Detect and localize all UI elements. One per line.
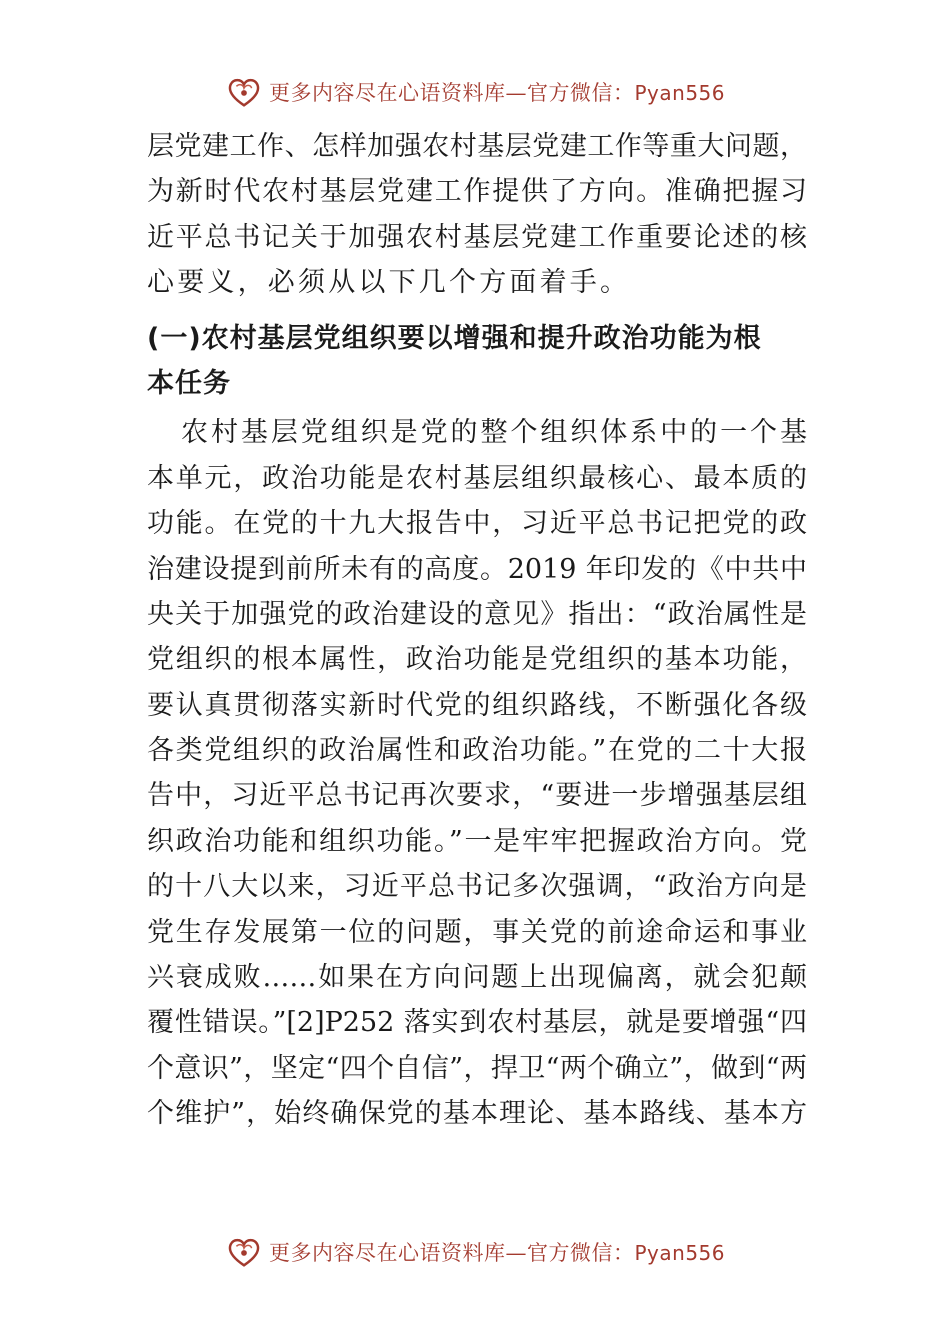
paragraph-line: 农村基层党组织是党的整个组织体系中的一个基 — [181, 417, 807, 449]
paragraph-line: 织政治功能和组织功能。”一是牢牢把握政治方向。党 — [147, 825, 807, 857]
paragraph-line: 央关于加强党的政治建设的意见》指出：“政治属性是 — [147, 598, 807, 630]
paragraph-line: 党生存发展第一位的问题，事关党的前途命运和事业 — [147, 916, 807, 948]
text-line: 近平总书记关于加强农村基层党建工作重要论述的核 — [147, 221, 807, 253]
document-body — [147, 124, 807, 1137]
wechat-id: Pyan556 — [634, 1241, 725, 1265]
heart-logo-icon — [225, 73, 263, 111]
paragraph-line: 覆性错误。”[2]P252 落实到农村基层，就是要增强“四 — [147, 1007, 807, 1039]
text-line: 层党建工作、怎样加强农村基层党建工作等重大问题， — [147, 131, 807, 162]
footer-banner-text: 更多内容尽在心语资料库—官方微信：Pyan556 — [268, 1241, 725, 1265]
paragraph-line: 告中，习近平总书记再次要求，“要进一步增强基层组 — [147, 780, 807, 812]
text-line: 为新时代农村基层党建工作提供了方向。准确把握习 — [147, 176, 807, 208]
paragraph-line: 兴衰成败……如果在方向问题上出现偏离，就会犯颠 — [147, 962, 807, 994]
header-banner-text: 更多内容尽在心语资料库—官方微信：Pyan556 — [268, 81, 725, 105]
paragraph-line: 要认真贯彻落实新时代党的组织路线，不断强化各级 — [147, 689, 807, 721]
section-heading: (一)农村基层党组织要以增强和提升政治功能为根 — [147, 322, 762, 354]
footer-banner — [0, 1230, 950, 1274]
heart-logo-icon — [225, 1233, 263, 1271]
paragraph-line: 治建设提到前所未有的高度。2019 年印发的《中共中 — [147, 553, 807, 585]
section-heading: 本任务 — [147, 367, 231, 399]
paragraph-line: 个意识”，坚定“四个自信”，捍卫“两个确立”，做到“两 — [147, 1052, 807, 1084]
paragraph-line: 各类党组织的政治属性和政治功能。”在党的二十大报 — [147, 735, 807, 767]
paragraph-line: 本单元，政治功能是农村基层组织最核心、最本质的 — [147, 462, 807, 494]
paragraph-line: 的十八大以来，习近平总书记多次强调，“政治方向是 — [147, 871, 807, 903]
paragraph-line: 个维护”，始终确保党的基本理论、基本路线、基本方 — [147, 1098, 807, 1130]
paragraph-line: 功能。在党的十九大报告中，习近平总书记把党的政 — [147, 508, 807, 540]
text-line: 心要义，必须从以下几个方面着手。 — [147, 267, 631, 299]
wechat-id: Pyan556 — [634, 81, 725, 105]
paragraph-line: 党组织的根本属性，政治功能是党组织的基本功能， — [147, 644, 807, 676]
header-banner — [0, 70, 950, 114]
